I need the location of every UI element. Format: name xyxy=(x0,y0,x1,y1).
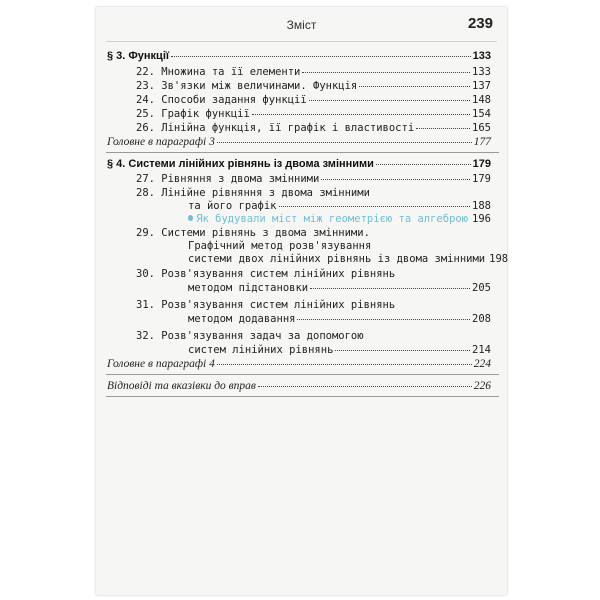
toc-item-32 xyxy=(188,344,491,356)
item-title: 26. Лінійна функція, її графік і властивості xyxy=(136,122,415,134)
section-title: § 4. Системи лінійних рівнянь із двома змінними xyxy=(107,158,374,170)
toc-summary-3 xyxy=(107,136,491,148)
toc-item-28 xyxy=(188,200,491,212)
item-title: 27. Рівняння з двома змінними xyxy=(136,173,320,185)
item-title-cont: та його графік xyxy=(188,200,277,212)
page-ref: 179 xyxy=(472,173,491,185)
item-title-cont: методом підстановки xyxy=(188,282,309,294)
toc-item-29 xyxy=(188,253,509,265)
toc-item-28-line1: 28. Лінійне рівняння з двома змінними xyxy=(136,187,370,199)
item-title: 23. Зв'язки між величинами. Функція xyxy=(136,80,358,92)
answers-title: Відповіді та вказівки до вправ xyxy=(107,380,256,392)
bullet-icon xyxy=(188,215,193,221)
toc-item-23 xyxy=(136,80,491,92)
section-divider xyxy=(106,396,499,397)
toc-item-26 xyxy=(136,122,491,134)
section-divider xyxy=(106,152,499,153)
page-ref: 224 xyxy=(473,358,491,370)
toc-item-31 xyxy=(188,313,491,325)
page-ref: 205 xyxy=(472,282,491,294)
leader-dots xyxy=(297,319,470,320)
leader-dots xyxy=(302,72,470,73)
leader-dots xyxy=(217,142,472,143)
page-ref: 133 xyxy=(472,66,491,78)
leader-dots xyxy=(335,350,470,351)
leader-dots xyxy=(171,56,471,57)
summary-title: Головне в параграфі 3 xyxy=(107,136,215,148)
page-ref: 226 xyxy=(473,380,491,392)
leader-dots xyxy=(258,386,472,387)
leader-dots xyxy=(376,164,471,165)
page-ref: 177 xyxy=(473,136,491,148)
item-title-cont: системи двох лінійних рівнянь із двома змінними xyxy=(188,253,486,265)
leader-dots xyxy=(359,86,470,87)
item-title: 25. Графік функції xyxy=(136,108,250,120)
page-ref: 133 xyxy=(472,50,491,62)
page-ref: 188 xyxy=(472,200,491,212)
page-ref: 154 xyxy=(472,108,491,120)
page-ref: 198 xyxy=(489,253,509,265)
header-divider xyxy=(106,41,497,42)
toc-item-30-line1: 30. Розв'язування систем лінійних рівнянь xyxy=(136,268,396,280)
leader-dots xyxy=(321,179,470,180)
leader-dots xyxy=(279,206,471,207)
toc-item-25 xyxy=(136,108,491,120)
page-ref: 179 xyxy=(472,158,491,170)
leader-dots xyxy=(252,114,470,115)
book-page xyxy=(96,7,507,595)
page-number: 239 xyxy=(467,15,493,32)
toc-item-24 xyxy=(136,94,491,106)
section-divider xyxy=(106,374,499,375)
toc-section-4 xyxy=(107,158,491,170)
item-title: 24. Способи задання функції xyxy=(136,94,307,106)
toc-item-27 xyxy=(136,173,491,185)
toc-item-30 xyxy=(188,282,491,294)
page-header xyxy=(96,15,507,35)
toc-bridge-feature xyxy=(188,213,491,225)
item-title-cont: методом додавання xyxy=(188,313,296,325)
page-ref: 165 xyxy=(472,122,491,134)
page-ref: 137 xyxy=(472,80,491,92)
item-title: 22. Множина та її елементи xyxy=(136,66,301,78)
toc-section-3 xyxy=(107,50,491,62)
page-ref: 148 xyxy=(472,94,491,106)
toc-item-29-line1: 29. Системи рівнянь з двома змінними. xyxy=(136,227,370,239)
page-ref: 208 xyxy=(472,313,491,325)
leader-dots xyxy=(309,100,470,101)
section-title: § 3. Функції xyxy=(107,50,169,62)
toc-item-22 xyxy=(136,66,491,78)
page-ref: 214 xyxy=(472,344,491,356)
toc-item-31-line1: 31. Розв'язування систем лінійних рівнянь xyxy=(136,299,396,311)
summary-title: Головне в параграфі 4 xyxy=(107,358,215,370)
header-title: Зміст xyxy=(286,18,317,32)
leader-dots xyxy=(416,128,470,129)
leader-dots xyxy=(310,288,470,289)
toc-answers xyxy=(107,380,491,392)
toc-item-29-line2: Графічний метод розв'язування xyxy=(188,240,372,252)
item-title-cont: систем лінійних рівнянь xyxy=(188,344,334,356)
toc-item-32-line1: 32. Розв'язування задач за допомогою xyxy=(136,330,364,342)
page-ref: 196 xyxy=(472,213,491,225)
item-title: Як будували міст між геометрією та алгеброю xyxy=(196,213,469,225)
toc-summary-4 xyxy=(107,358,491,370)
leader-dots xyxy=(217,364,472,365)
